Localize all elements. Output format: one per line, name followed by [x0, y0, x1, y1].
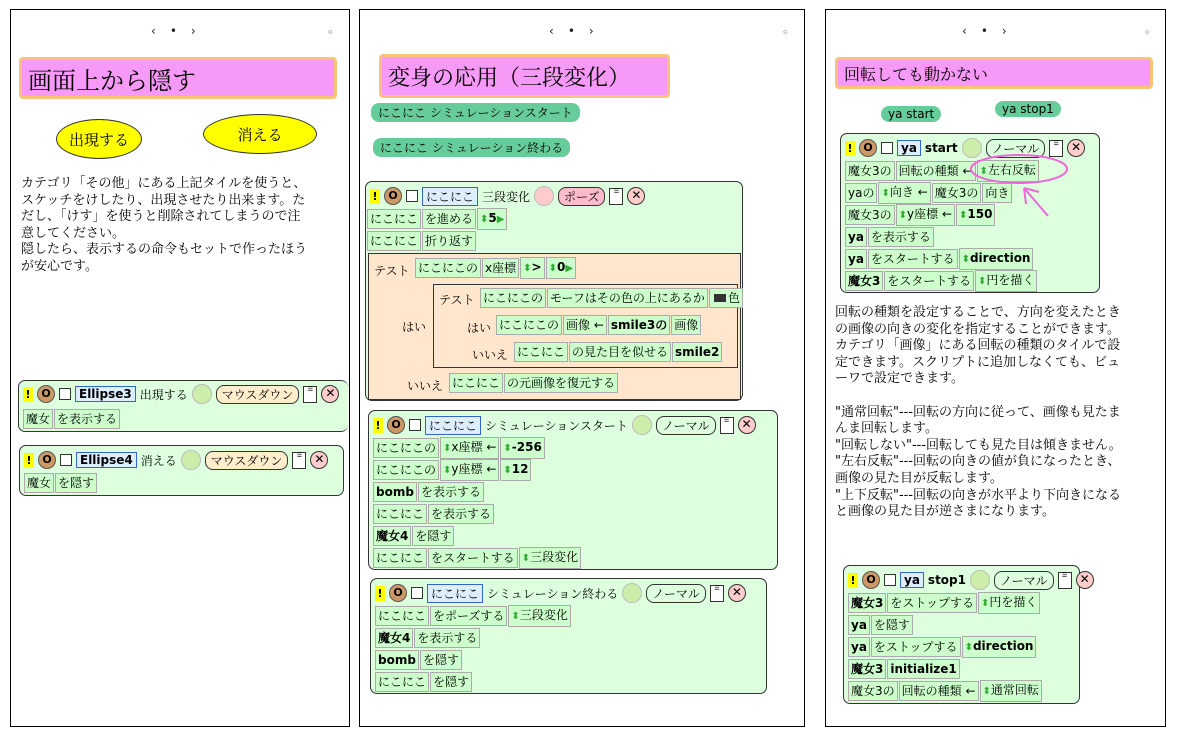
stepper-icon[interactable]: ⬍: [548, 263, 557, 274]
tile-object[interactable]: 魔女4: [373, 526, 411, 546]
tile-object[interactable]: 魔女3の: [848, 681, 898, 701]
exclamation-icon[interactable]: !: [370, 189, 380, 204]
checkbox[interactable]: [59, 388, 71, 400]
tile-attr[interactable]: ⬍y座標 ←: [440, 459, 499, 481]
tile-object[interactable]: にこにこ: [373, 548, 427, 568]
tile-object[interactable]: bomb: [373, 482, 417, 502]
exclamation-icon[interactable]: !: [23, 387, 33, 402]
clock-icon[interactable]: [534, 186, 554, 206]
menu-icon[interactable]: ☰: [303, 386, 317, 403]
tile-row[interactable]: [373, 526, 454, 546]
close-icon[interactable]: ✕: [627, 187, 645, 205]
script-object[interactable]: にこにこ: [422, 187, 478, 206]
tile-object[interactable]: にこにこの: [480, 288, 546, 308]
tile-command[interactable]: 折り返す: [422, 231, 476, 251]
test-label: テスト: [374, 264, 410, 278]
script-name[interactable]: 消える: [140, 453, 177, 468]
page-1: [10, 9, 350, 727]
checkbox[interactable]: [60, 454, 72, 466]
stepper-icon[interactable]: ⬍: [443, 465, 452, 476]
page-corner-icon[interactable]: ◦: [782, 26, 789, 39]
stepper-icon[interactable]: ⬍: [982, 686, 991, 697]
close-icon[interactable]: ✕: [1076, 571, 1094, 589]
tile-row[interactable]: [848, 681, 1042, 701]
tile-object[interactable]: ya: [848, 637, 870, 657]
script-name[interactable]: start: [924, 141, 958, 155]
tile-object[interactable]: 魔女: [23, 409, 53, 429]
close-icon[interactable]: ✕: [728, 584, 746, 602]
tile-row[interactable]: [415, 258, 576, 278]
script-name[interactable]: 三段変化: [482, 189, 531, 204]
color-swatch[interactable]: [714, 294, 726, 302]
tile-object[interactable]: smile3の: [608, 315, 670, 335]
clock-icon[interactable]: [622, 583, 642, 603]
close-icon[interactable]: ✕: [1067, 139, 1085, 157]
tile-object[interactable]: にこにこの: [373, 438, 439, 458]
tile-command[interactable]: を表示する: [54, 409, 120, 429]
stepper-icon[interactable]: ⬍: [959, 210, 968, 221]
tile-attr[interactable]: モーフはその色の上にあるか: [547, 288, 708, 308]
stepper-icon[interactable]: ⬍: [503, 465, 512, 476]
page-dot-icon: •: [567, 24, 589, 38]
status-dropdown[interactable]: ノーマル: [986, 139, 1046, 158]
tile-value[interactable]: [477, 208, 507, 230]
tile-command[interactable]: を進める: [422, 209, 476, 229]
tile-command[interactable]: をスタートする: [884, 271, 974, 291]
tile-row[interactable]: [373, 548, 581, 568]
tile-object[interactable]: にこにこ: [367, 231, 421, 251]
stepper-icon[interactable]: ⬍: [523, 263, 532, 274]
menu-icon[interactable]: ☰: [1049, 140, 1063, 157]
tile-object[interactable]: にこにこの: [496, 315, 562, 335]
page-corner-icon[interactable]: ◦: [327, 26, 334, 39]
script-object[interactable]: にこにこ: [425, 416, 481, 435]
script-simulation-end: [370, 578, 767, 694]
tile-value-text: 5: [488, 211, 497, 225]
exclamation-icon[interactable]: !: [24, 453, 34, 468]
script-object[interactable]: Ellipse4: [76, 452, 137, 468]
stepper-icon[interactable]: ⬍: [881, 188, 890, 199]
stepper-icon[interactable]: ⬍: [898, 210, 908, 221]
menu-icon[interactable]: ☰: [710, 585, 724, 602]
status-dropdown[interactable]: ノーマル: [646, 584, 706, 603]
tile-value-text: 150: [967, 207, 993, 221]
script-header: [23, 384, 339, 404]
checkbox[interactable]: [409, 419, 421, 431]
tile-attr[interactable]: 向き: [982, 183, 1012, 203]
page-title: [835, 57, 1153, 89]
tile-row[interactable]: [848, 659, 960, 679]
simulation-start-button[interactable]: にこにこ シミュレーションスタート: [371, 103, 580, 122]
tile-command[interactable]: を隠す: [412, 526, 454, 546]
tile-value-text: -256: [511, 440, 542, 454]
next-page-icon[interactable]: ›: [1001, 24, 1021, 38]
tile-row[interactable]: [848, 593, 1040, 613]
tile-value-text: 通常回転: [990, 683, 1039, 697]
tile-object[interactable]: 魔女3の: [845, 205, 895, 225]
tile-attr[interactable]: 回転の種類 ←: [899, 681, 979, 701]
tile-object[interactable]: 魔女3: [848, 593, 886, 613]
tile-row[interactable]: [375, 628, 480, 648]
script-header: [848, 570, 1094, 590]
checkbox[interactable]: [406, 190, 418, 202]
run-once-icon[interactable]: O: [389, 584, 407, 602]
stepper-icon[interactable]: ⬍: [443, 443, 452, 454]
tile-script-name[interactable]: [959, 248, 1034, 270]
checkbox[interactable]: [411, 587, 423, 599]
script-object[interactable]: にこにこ: [427, 584, 483, 603]
inner-test-block: [433, 284, 738, 368]
tile-operator-text: >: [531, 260, 542, 274]
stepper-icon[interactable]: ⬍: [961, 254, 970, 265]
page-title-text: 変身の応用（三段変化）: [388, 65, 631, 91]
next-page-icon[interactable]: ›: [190, 24, 210, 38]
exclamation-icon[interactable]: !: [373, 418, 383, 433]
tile-row[interactable]: [24, 473, 97, 493]
tile-attr-text: y座標: [451, 462, 483, 476]
tile-command[interactable]: をスタートする: [868, 249, 958, 269]
test-block: [368, 253, 741, 400]
tile-row[interactable]: [845, 249, 1033, 269]
tile-command[interactable]: をポーズする: [430, 606, 507, 626]
tile-script-name-text: direction: [969, 251, 1031, 265]
tile-row[interactable]: [845, 227, 934, 247]
tile-object[interactable]: ya: [845, 227, 867, 247]
clock-icon[interactable]: [970, 570, 990, 590]
clock-icon[interactable]: [632, 415, 652, 435]
tile-value-text: 左右反転: [987, 163, 1036, 177]
tile-script-name-text: 三段変化: [519, 608, 568, 622]
tile-value[interactable]: [500, 437, 544, 459]
tile-command[interactable]: を表示する: [418, 482, 484, 502]
menu-icon[interactable]: ☰: [609, 188, 623, 205]
exclamation-icon[interactable]: !: [375, 586, 385, 601]
page-title-text: 回転しても動かない: [844, 64, 989, 84]
tile-script-name-text: 円を描く: [989, 595, 1038, 609]
tile-command[interactable]: の元画像を復元する: [504, 373, 618, 393]
play-icon[interactable]: ▶: [565, 263, 574, 274]
hide-button[interactable]: 消える: [203, 114, 317, 154]
tile-command[interactable]: を表示する: [428, 504, 494, 524]
page-title: [379, 54, 670, 98]
tile-object[interactable]: にこにこ: [375, 672, 429, 692]
stepper-icon[interactable]: ⬍: [480, 214, 489, 225]
no-label: いいえ: [472, 348, 509, 362]
stepper-icon[interactable]: ⬍: [978, 276, 987, 287]
script-header: [373, 415, 756, 435]
tile-command[interactable]: をストップする: [887, 593, 977, 613]
tile-attr[interactable]: 画像: [671, 315, 701, 335]
stepper-icon[interactable]: ⬍: [503, 443, 512, 454]
run-once-icon[interactable]: O: [37, 385, 55, 403]
yes-label: はい: [402, 320, 427, 334]
run-once-icon[interactable]: O: [859, 139, 877, 157]
page-2: [359, 9, 805, 727]
page-title: [19, 57, 337, 99]
tile-script-name[interactable]: [962, 636, 1037, 658]
annotation-arrow: [1024, 188, 1048, 216]
tile-attr-text: x座標: [451, 440, 483, 454]
tile-command[interactable]: をストップする: [871, 637, 961, 657]
annotation-ellipse: [971, 155, 1067, 183]
script-ellipse4: [19, 445, 344, 496]
page-3: [825, 9, 1166, 727]
tile-value[interactable]: [546, 257, 576, 279]
page-nav[interactable]: [151, 24, 210, 38]
tile-object[interactable]: 魔女3: [845, 271, 883, 291]
tile-attr[interactable]: 回転の種類 ←: [896, 161, 976, 181]
status-dropdown[interactable]: マウスダウン: [216, 385, 300, 404]
no-label: いいえ: [407, 379, 444, 393]
page-dot-icon: •: [169, 24, 191, 38]
page-nav[interactable]: [962, 24, 1021, 38]
description-text: カテゴリ「その他」にある上記タイルを使うと、 スケッチをけしたり、出現させたり出来ます。た だし、「けす」を使うと削除されてしまうので注 意してください。 隠したら、表示するの命令もセットで作ったほう が安心です。: [21, 176, 308, 274]
tile-object[interactable]: にこにこ: [367, 209, 421, 229]
tile-row[interactable]: [449, 373, 618, 393]
tile-color[interactable]: [709, 288, 743, 308]
tile-object[interactable]: 魔女: [24, 473, 54, 493]
script-object[interactable]: Ellipse3: [75, 386, 136, 402]
tile-value[interactable]: smile2: [672, 342, 722, 362]
close-icon[interactable]: ✕: [738, 416, 756, 434]
status-dropdown[interactable]: ノーマル: [656, 416, 716, 435]
script-name[interactable]: stop1: [927, 573, 966, 587]
page-title-text: 画面上から隠す: [28, 66, 196, 95]
tile-object[interactable]: 魔女3の: [932, 183, 982, 203]
tile-color-text: 色: [727, 291, 740, 305]
script-header: [375, 583, 746, 603]
menu-icon[interactable]: ☰: [720, 417, 734, 434]
tile-object[interactable]: 魔女4: [375, 628, 413, 648]
tile-object[interactable]: にこにこの: [373, 460, 439, 480]
tile-row[interactable]: [375, 672, 472, 692]
tile-attr[interactable]: ⬍向き ←: [878, 182, 930, 204]
menu-icon[interactable]: ☰: [292, 452, 306, 469]
tile-row[interactable]: [514, 342, 722, 362]
script-sandan-henka: [365, 181, 743, 401]
simulation-end-button[interactable]: にこにこ シミュレーション終わる: [373, 138, 570, 157]
tile-row[interactable]: [375, 606, 571, 626]
tile-object[interactable]: yaの: [845, 183, 877, 203]
status-dropdown[interactable]: マウスダウン: [205, 451, 289, 470]
menu-icon[interactable]: ☰: [1058, 572, 1072, 589]
tile-script-name[interactable]: [975, 270, 1037, 292]
yes-label: はい: [467, 321, 492, 335]
tile-object[interactable]: にこにこの: [415, 258, 481, 278]
tile-row[interactable]: [845, 271, 1037, 291]
exclamation-icon[interactable]: !: [845, 141, 855, 156]
stepper-icon[interactable]: ⬍: [521, 553, 531, 564]
stepper-icon[interactable]: ⬍: [964, 642, 973, 653]
tile-row[interactable]: [373, 460, 531, 480]
next-page-icon[interactable]: ›: [588, 24, 608, 38]
tile-script-name[interactable]: [519, 547, 581, 569]
tile-command[interactable]: を隠す: [420, 650, 462, 670]
tile-command[interactable]: をスタートする: [428, 548, 518, 568]
tile-row[interactable]: [23, 409, 120, 429]
tile-object[interactable]: にこにこ: [373, 504, 427, 524]
tile-command[interactable]: の見た目を似せる: [569, 342, 671, 362]
play-icon[interactable]: ▶: [496, 214, 505, 225]
tile-attr-text: 向き: [889, 185, 914, 199]
tile-row[interactable]: [848, 637, 1036, 657]
tile-row[interactable]: [367, 209, 507, 229]
tile-command[interactable]: を隠す: [430, 672, 472, 692]
tile-value[interactable]: [980, 680, 1042, 702]
prev-page-icon[interactable]: ‹: [962, 24, 981, 38]
stepper-icon[interactable]: ⬍: [981, 598, 990, 609]
tile-row[interactable]: [480, 288, 743, 308]
tile-attr-text: 回転の種類: [901, 684, 962, 698]
tile-command[interactable]: を表示する: [414, 628, 480, 648]
tile-attr[interactable]: ⬍x座標 ←: [440, 437, 499, 459]
tile-object[interactable]: bomb: [375, 650, 419, 670]
script-header: [370, 186, 645, 206]
script-name[interactable]: 出現する: [139, 387, 188, 402]
tile-value[interactable]: [500, 459, 531, 481]
exclamation-icon[interactable]: !: [848, 573, 858, 588]
page-dot-icon: •: [980, 24, 1002, 38]
tile-script-name-text: 円を描く: [986, 273, 1035, 287]
tile-command[interactable]: を隠す: [55, 473, 97, 493]
test-label: テスト: [439, 293, 475, 307]
tile-script-name-text: direction: [972, 639, 1034, 653]
close-icon[interactable]: ✕: [310, 451, 328, 469]
tile-object[interactable]: にこにこ: [375, 606, 429, 626]
tile-object[interactable]: ya: [845, 249, 867, 269]
tile-attr[interactable]: ⬍y座標 ←: [896, 204, 955, 226]
tile-attr[interactable]: 画像 ←: [563, 315, 607, 335]
tile-script-name[interactable]: [508, 605, 570, 627]
script-name[interactable]: シミュレーション終わる: [487, 586, 619, 601]
stepper-icon[interactable]: ⬍: [511, 611, 520, 622]
run-once-icon[interactable]: O: [38, 451, 56, 469]
tile-attr-text: y座標: [907, 207, 939, 221]
status-dropdown[interactable]: ノーマル: [994, 571, 1054, 590]
tile-value-text: 12: [511, 462, 529, 476]
script-simulation-start: [368, 410, 778, 570]
tile-command[interactable]: を表示する: [868, 227, 934, 247]
script-ya-stop1: [843, 565, 1090, 704]
tile-row[interactable]: [373, 504, 494, 524]
script-name[interactable]: シミュレーションスタート: [485, 418, 628, 433]
clock-icon[interactable]: [181, 450, 201, 470]
status-dropdown[interactable]: ポーズ: [558, 187, 605, 206]
tile-object[interactable]: 魔女3: [848, 659, 886, 679]
stepper-icon[interactable]: ⬍: [979, 166, 988, 177]
annotation-highlight: [966, 152, 1076, 232]
prev-page-icon[interactable]: ‹: [549, 24, 568, 38]
checkbox[interactable]: [884, 574, 896, 586]
tile-row[interactable]: [375, 650, 462, 670]
clock-icon[interactable]: [192, 384, 212, 404]
tile-attr-text: 画像: [566, 318, 591, 332]
description-text: 回転の種類を設定することで、方向を変えたとき の画像の向きの変化を指定することができます。 カテゴリ「画像」にある回転の種類のタイルで設 定できます。スクリプトに追加しなくても、ビュ ーワで設定できます。 "通常回転"---回転の方向に従って、画像も見たま んま回転します。 "回転しない"---回転しても見た目は傾きません。 "左右反転"---回転の向きの値が負になったとき、 画像の見た目が反転します。 "上下反転"---回転の向きが水平より下向きになる と画像の見た目が逆さまになります。: [835, 305, 1122, 520]
tile-attr[interactable]: x座標: [482, 258, 519, 278]
tile-row[interactable]: [367, 231, 476, 251]
page-nav[interactable]: [549, 24, 608, 38]
tile-script-name[interactable]: [978, 592, 1040, 614]
tile-row[interactable]: [848, 615, 913, 635]
page-corner-icon[interactable]: ◦: [1144, 26, 1151, 39]
run-once-icon[interactable]: O: [387, 416, 405, 434]
tile-command[interactable]: initialize1: [887, 659, 959, 679]
tile-row[interactable]: [496, 315, 701, 335]
show-button[interactable]: 出現する: [56, 119, 142, 159]
ya-start-button[interactable]: ya start: [881, 106, 941, 122]
tile-row[interactable]: [373, 438, 545, 458]
tile-script-name-text: 三段変化: [530, 550, 579, 564]
prev-page-icon[interactable]: ‹: [151, 24, 170, 38]
tile-row[interactable]: [373, 482, 484, 502]
script-header: [24, 450, 328, 470]
tile-attr-text: 回転の種類: [898, 164, 959, 178]
ya-stop-button[interactable]: ya stop1: [995, 101, 1061, 117]
tile-object[interactable]: 魔女3の: [845, 161, 895, 181]
script-object[interactable]: ya: [897, 140, 921, 156]
tile-object[interactable]: にこにこ: [514, 342, 568, 362]
tile-object[interactable]: にこにこ: [449, 373, 503, 393]
script-ellipse3: [18, 380, 348, 432]
tile-operator[interactable]: [520, 257, 544, 279]
checkbox[interactable]: [881, 142, 893, 154]
tile-object[interactable]: ya: [848, 615, 870, 635]
run-once-icon[interactable]: O: [862, 571, 880, 589]
script-object[interactable]: ya: [900, 572, 924, 588]
tile-command[interactable]: を隠す: [871, 615, 913, 635]
close-icon[interactable]: ✕: [321, 385, 339, 403]
run-once-icon[interactable]: O: [384, 187, 402, 205]
tile-value-text: 0: [556, 260, 566, 274]
